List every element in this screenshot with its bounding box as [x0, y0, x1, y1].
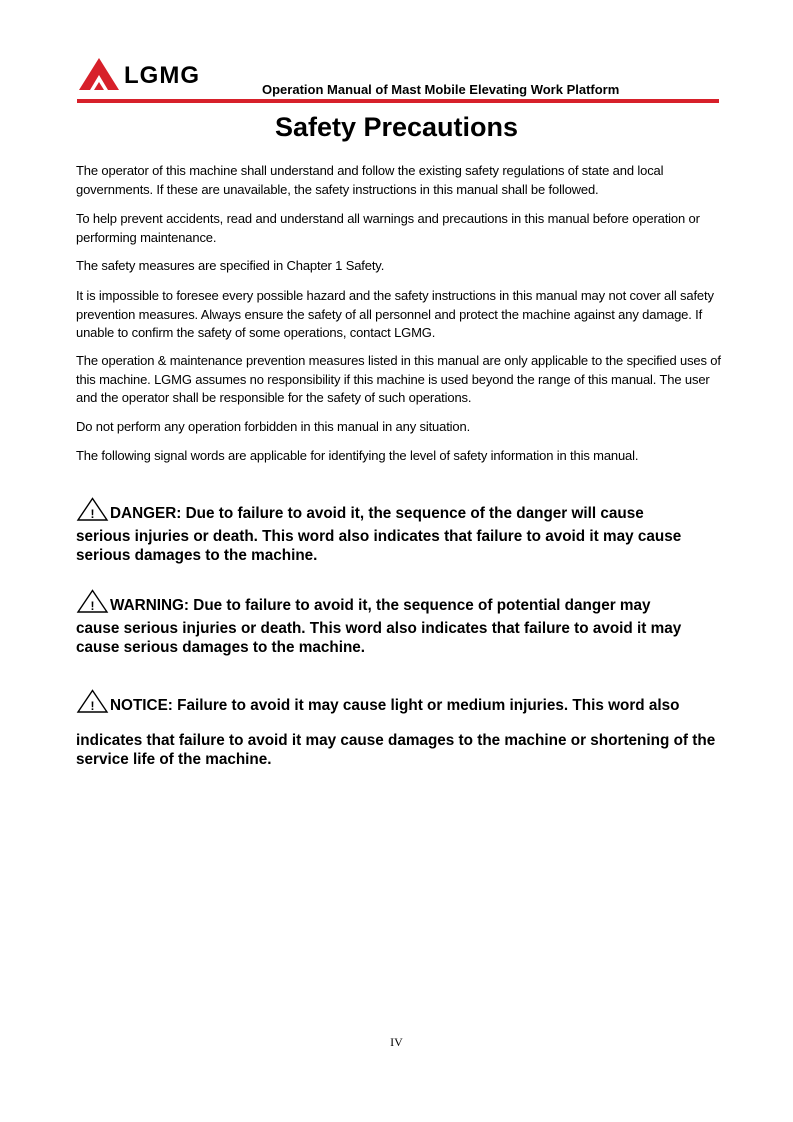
- danger-first-line: DANGER: Due to failure to avoid it, the sequence of the danger will cause: [110, 505, 644, 522]
- paragraph-hazards: It is impossible to foresee every possible hazard and the safety instructions in this manual may not cover all safety prevention measures. Always ensure the safety of all personnel and protect the machine against any damage. If unable to confirm the safety of some operations, contact LGMG.: [76, 288, 714, 340]
- warning-description: cause serious injuries or death. This word also indicates that failure to avoid it may cause serious damages to the machine.: [76, 620, 682, 656]
- paragraph-responsibility: The operation & maintenance prevention measures listed in this manual are only applicable to the specified uses of this machine. LGMG assumes no responsibility if this machine is used beyond the range of this manual. The user and the operator shall be responsible for the safety of such operations.: [76, 353, 721, 405]
- warning-triangle-icon: [76, 497, 109, 521]
- warning-mark: !: [90, 599, 95, 613]
- paragraph-signal-words-intro: The following signal words are applicable for identifying the level of safety information in this manual.: [76, 448, 639, 463]
- svg-text:LGMG: LGMG: [124, 62, 200, 89]
- paragraph-regulations: The operator of this machine shall understand and follow the existing safety regulations of state and local governments. If these are unavailable, the safety instructions in this manual shall be followed.: [76, 163, 664, 197]
- paragraph-read-warnings: To help prevent accidents, read and understand all warnings and precautions in this manual before operation or performing maintenance.: [76, 211, 700, 245]
- lgmg-logo: [77, 56, 219, 92]
- notice-first-line: NOTICE: Failure to avoid it may cause light or medium injuries. This word also: [110, 697, 680, 714]
- page-number: IV: [390, 1035, 403, 1049]
- notice-heading: [76, 689, 680, 716]
- warning-first-line: WARNING: Due to failure to avoid it, the sequence of potential danger may: [110, 597, 651, 614]
- danger-description: serious injuries or death. This word also indicates that failure to avoid it may cause serious damages to the machine.: [76, 528, 682, 564]
- paragraph-forbidden: Do not perform any operation forbidden in this manual in any situation.: [76, 419, 471, 434]
- warning-heading: [76, 589, 651, 616]
- notice-description: indicates that failure to avoid it may cause damages to the machine or shortening of the service life of the machine.: [76, 732, 716, 768]
- page-title: Safety Precautions: [274, 112, 519, 142]
- warning-mark: !: [90, 699, 95, 713]
- header-rule: [77, 99, 719, 103]
- running-header: Operation Manual of Mast Mobile Elevating Work Platform: [262, 82, 620, 97]
- warning-triangle-icon: [76, 589, 109, 613]
- danger-heading: [76, 497, 644, 524]
- paragraph-chapter-reference: The safety measures are specified in Chapter 1 Safety.: [76, 258, 385, 273]
- warning-triangle-icon: [76, 689, 109, 713]
- warning-mark: !: [90, 507, 95, 521]
